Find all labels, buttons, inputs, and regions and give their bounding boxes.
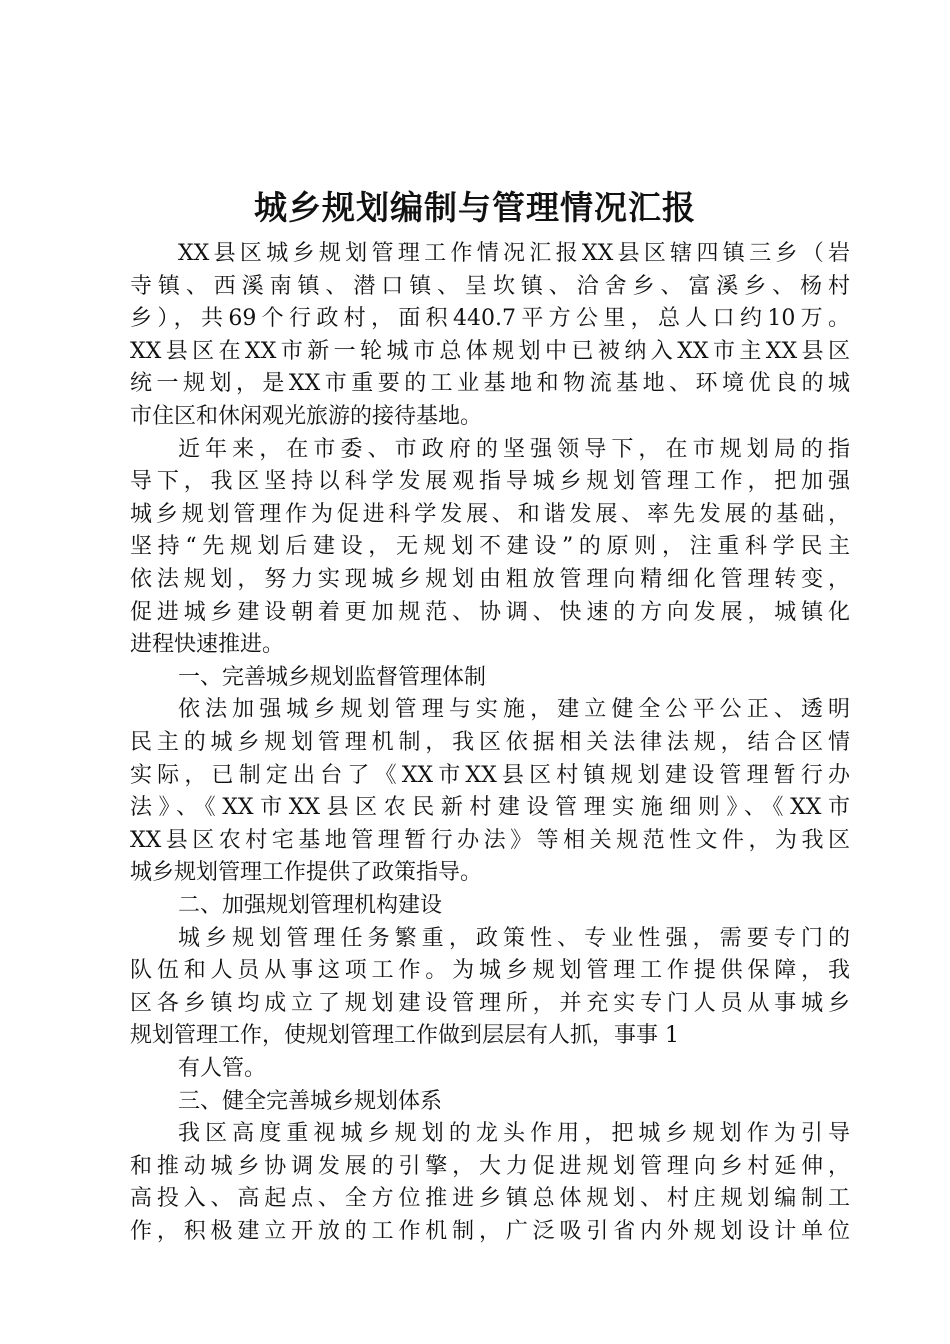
text-line: 队伍和人员从事这项工作。为城乡规划管理工作提供保障，我	[130, 958, 850, 983]
text-line: 规划管理工作，使规划管理工作做到层层有人抓，事事 1	[130, 1023, 679, 1048]
text-line: 乡），共69个行政村，面积440.7平方公里，总人口约10万。	[130, 306, 850, 331]
text-line: 促进城乡建设朝着更加规范、协调、快速的方向发展，城镇化	[130, 600, 850, 625]
document-title: 城乡规划编制与管理情况汇报	[254, 188, 696, 227]
text-line: 民主的城乡规划管理机制，我区依据相关法律法规，结合区情	[130, 730, 850, 755]
text-line: 城乡规划管理任务繁重，政策性、专业性强，需要专门的	[178, 926, 850, 951]
text-line: 法》、《XX市XX县区农民新村建设管理实施细则》、《XX市	[130, 795, 850, 820]
text-line: 作，积极建立开放的工作机制，广泛吸引省内外规划设计单位	[130, 1219, 850, 1244]
text-line: 有人管。	[178, 1056, 267, 1081]
text-line: 城乡规划管理作为促进科学发展、和谐发展、率先发展的基础，	[130, 502, 850, 527]
text-line: 依法加强城乡规划管理与实施，建立健全公平公正、透明	[178, 697, 850, 722]
text-line: 依法规划，努力实现城乡规划由粗放管理向精细化管理转变，	[130, 567, 850, 592]
text-line: 一、完善城乡规划监督管理体制	[178, 665, 487, 690]
text-line: 区各乡镇均成立了规划建设管理所，并充实专门人员从事城乡	[130, 991, 850, 1016]
text-line: 二、加强规划管理机构建设	[178, 893, 443, 918]
text-line: XX县区城乡规划管理工作情况汇报XX县区辖四镇三乡（岩	[178, 241, 850, 266]
text-line: 我区高度重视城乡规划的龙头作用，把城乡规划作为引导	[178, 1121, 850, 1146]
text-line: 和推动城乡协调发展的引擎，大力促进规划管理向乡村延伸，	[130, 1154, 850, 1179]
text-line: XX县区在XX市新一轮城市总体规划中已被纳入XX市主XX县区	[130, 339, 850, 364]
text-line: 进程快速推进。	[130, 632, 285, 657]
text-line: 导下，我区坚持以科学发展观指导城乡规划管理工作，把加强	[130, 469, 850, 494]
text-line: 实际，已制定出台了《XX市XX县区村镇规划建设管理暂行办	[130, 763, 850, 788]
text-line: 高投入、高起点、全方位推进乡镇总体规划、村庄规划编制工	[130, 1186, 850, 1211]
text-line: 市住区和休闲观光旅游的接待基地。	[130, 404, 483, 429]
text-line: 统一规划，是XX市重要的工业基地和物流基地、环境优良的城	[130, 371, 850, 396]
text-line: XX县区农村宅基地管理暂行办法》等相关规范性文件，为我区	[130, 828, 850, 853]
text-line: 三、健全完善城乡规划体系	[178, 1089, 443, 1114]
text-line: 城乡规划管理工作提供了政策指导。	[130, 860, 483, 885]
text-line: 寺镇、西溪南镇、潜口镇、呈坎镇、洽舍乡、富溪乡、杨村	[130, 274, 850, 299]
text-line: 近年来，在市委、市政府的坚强领导下，在市规划局的指	[178, 437, 850, 462]
text-line: 坚持“先规划后建设，无规划不建设”的原则，注重科学民主	[130, 534, 850, 559]
